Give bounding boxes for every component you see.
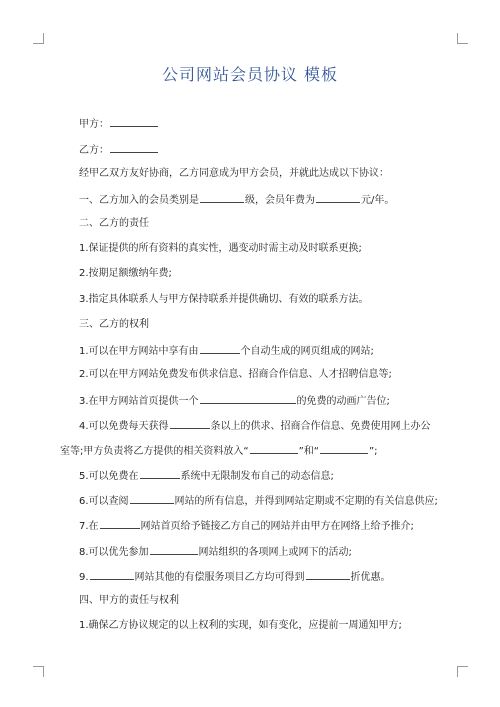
- section-3-item-9: 9. 网站其他的有偿服务项目乙方均可得到 折优惠。: [79, 572, 391, 583]
- party-a-line: 甲方：: [79, 117, 159, 131]
- ad-slot-blank: [200, 394, 296, 404]
- party-b-line: 乙方：: [79, 143, 159, 157]
- section-2-item-3: 3.指定具体联系人与甲方保持联系并提供确切、有效的联系方法。: [79, 294, 369, 305]
- section-3-item-2: 2.可以在甲方网站免费发布供求信息、招商合作信息、人才招聘信息等;: [79, 369, 392, 380]
- section-4-item-1: 1.确保乙方协议规定的以上权利的实现，如有变化，应提前一周通知甲方;: [79, 620, 402, 631]
- section-3-item-1: 1.可以在甲方网站中享有由 个自动生成的网页组成的网站;: [79, 346, 374, 357]
- section-3-item-8: 8.可以优先参加 网站组织的各项网上或网下的活动;: [79, 547, 352, 558]
- section-3-heading: 三、乙方的权利: [79, 319, 149, 330]
- discount-blank: [306, 570, 350, 580]
- website-name-blank-4: [90, 570, 134, 580]
- section-3-item-4: 4.可以免费每天获得 条以上的供求、招商合作信息、免费使用网上办公: [79, 421, 431, 432]
- party-b-blank: [110, 143, 158, 153]
- section-1-line: 一、乙方加入的会员类别是 级，会员年费为 元/年。: [79, 195, 395, 206]
- section-3-item-5: 5.可以免费在 系统中无限制发布自己的动态信息;: [79, 471, 334, 482]
- corner-mark-bottom-left: [33, 666, 44, 677]
- document-title: 公司网站会员协议 模板: [161, 65, 339, 84]
- section-3-item-3: 3.在甲方网站首页提供一个 的免费的动画广告位;: [79, 396, 390, 407]
- section-2-item-2: 2.按期足额缴纳年费;: [79, 268, 172, 279]
- website-name-blank-3: [150, 545, 198, 555]
- party-a-blank: [110, 117, 158, 127]
- section-3-item-7: 7.在 网站首页给予链接乙方自己的网站并由甲方在网络上给予推介;: [79, 521, 414, 532]
- website-name-blank-2: [100, 519, 140, 529]
- section-4-heading: 四、甲方的责任与权利: [79, 595, 179, 606]
- website-name-blank-1: [130, 494, 174, 504]
- section-3-item-4-continued: 室等;甲方负责将乙方提供的相关资料放入“ ”和“ ”;: [60, 446, 378, 457]
- system-name-blank: [140, 469, 180, 479]
- intro-paragraph: 经甲乙双方友好协商，乙方同意成为甲方会员，并就此达成以下协议：: [79, 168, 389, 179]
- corner-mark-bottom-right: [457, 666, 468, 677]
- member-level-blank: [200, 193, 244, 203]
- placement-blank-2: [320, 444, 368, 454]
- section-3-item-6: 6.可以查阅 网站的所有信息，并得到网站定期或不定期的有关信息供应;: [79, 496, 438, 507]
- corner-mark-top-left: [33, 33, 44, 44]
- annual-fee-blank: [316, 193, 360, 203]
- corner-mark-top-right: [457, 33, 468, 44]
- section-2-heading: 二、乙方的责任: [79, 218, 149, 229]
- daily-info-count-blank: [170, 419, 210, 429]
- section-2-item-1: 1.保证提供的所有资料的真实性，遇变动时需主动及时联系更换;: [79, 243, 362, 254]
- placement-blank-1: [250, 444, 298, 454]
- page-count-blank: [200, 344, 240, 354]
